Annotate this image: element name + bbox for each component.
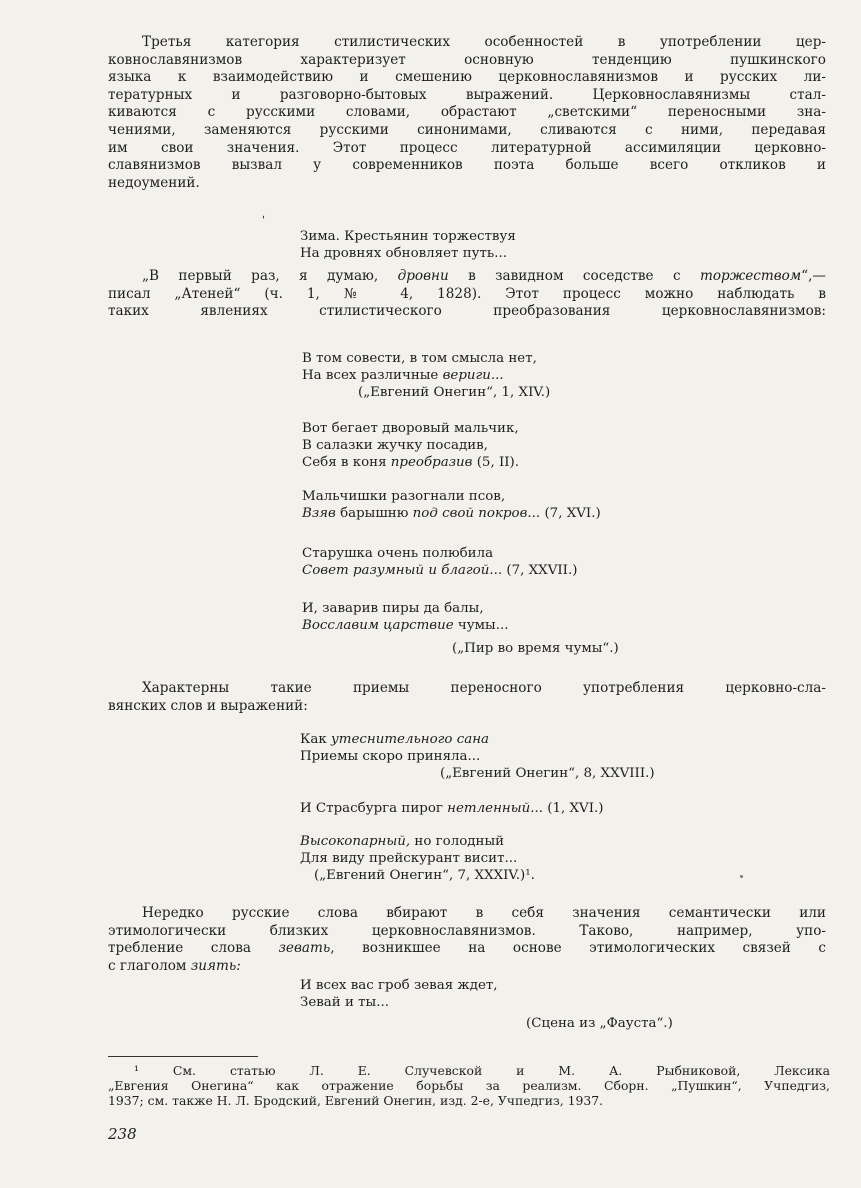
italic-word: зиять: [190,957,241,974]
text-fragment: , возникшее на основе этимологических связей с [330,940,826,957]
quote-boy [302,420,519,472]
quote-source: („Евгений Онегин“, 8, XXVIII.) [440,766,655,782]
verse-line: Мальчишки разогнали псов, [302,489,506,504]
verse-line [302,505,601,522]
quote-strasbourg [300,800,604,817]
text-line: этимологически близких церковнославянизмов. Таково, например, упо- [108,922,826,939]
text-line [108,958,826,976]
verse-line [302,562,577,579]
italic-word: утеснительного сана [330,732,490,747]
text-line: Третья категория стилистических особенностей в употреблении цер- [142,34,826,50]
italic-word: Совет разумный и благой... [302,563,503,579]
verse-line: Приемы скоро приняла... [300,749,481,765]
text-line: недоумений. [108,174,200,191]
text-fragment: требление слова [108,940,279,957]
text-fragment: (7, XXVII.) [502,563,578,579]
quote-san [300,731,655,783]
quote-verigi [302,350,550,402]
quote-source: („Пир во время чумы“.) [452,641,619,657]
quote-boys-dogs [302,488,601,522]
verse-line: Для виду прейскурант висит... [300,851,518,867]
text-line: таких явлениях стилистического преобразования церковнославянизмов: [108,303,826,320]
quote-source: (Сцена из „Фауста“.) [526,1016,673,1032]
text-line: языка к взаимодействию и смешению церковнославянизмов и русских ли- [108,69,826,86]
paragraph-third-category [108,34,826,192]
text-line [108,940,826,958]
text-fragment: (7, XVI.) [540,506,601,522]
verse-line [300,800,604,817]
text-fragment: в завидном соседстве с [448,268,700,284]
paragraph-characteristic [108,680,826,715]
verse-line [302,367,550,384]
italic-word: нетленный... [447,801,544,816]
verse-winter [300,228,516,262]
verse-line: В том совести, в том смысла нет, [302,351,537,366]
italic-word: зевать [278,940,331,957]
page-number: 238 [108,1125,137,1143]
italic-word: дровни [397,268,449,284]
text-fragment: чумы... [453,618,509,634]
italic-word: Высокопарный, [300,834,411,849]
footnote [108,1063,830,1108]
verse-line: Зевай и ты... [300,995,389,1011]
verse-line: И всех вас гроб зевая ждет, [300,978,498,993]
text-fragment: „В первый раз, я думаю, [142,268,398,284]
text-fragment: (1, XVI.) [543,801,604,816]
quote-source: („Евгений Онегин“, 1, XIV.) [358,385,551,401]
italic-word: Восславим царствие [302,618,454,634]
text-fragment: И Страсбурга пирог [300,801,448,816]
footnote-divider [108,1056,258,1057]
quote-plague-feast [302,600,619,658]
paragraph-atenei-quote [108,268,826,321]
text-line: ковнославянизмов характеризует основную тенденцию пушкинского [108,51,826,68]
verse-line [302,454,519,471]
quote-source: („Евгений Онегин“, 7, XXXIV.)¹. [314,868,535,884]
verse-line [300,731,655,748]
quote-old-woman [302,545,577,579]
verse-line: На дровнях обновляет путь... [300,246,507,262]
verse-line: Старушка очень полюбила [302,546,494,561]
verse-line: И, заварив пиры да балы, [302,601,484,616]
text-fragment: барышню [335,506,413,522]
print-speck [740,875,743,878]
text-fragment: “,— [801,268,826,284]
verse-line: В салазки жучку посадив, [302,438,488,454]
italic-word: Взяв [302,506,336,522]
text-fragment: (5, II). [472,455,520,471]
verse-line [302,617,619,634]
italic-word: торжеством [699,268,802,284]
verse-line: Зима. Крестьянин торжествуя [300,229,516,244]
text-fragment: с глаголом [108,957,191,974]
verse-line [300,833,535,850]
text-line: киваются с русскими словами, обрастают „светскими“ переносными зна- [108,104,826,121]
text-line: чениями, заменяются русскими синонимами, сливаются с ними, передавая [108,121,826,138]
verse-line: Вот бегает дворовый мальчик, [302,421,519,436]
paragraph-zevat [108,905,826,975]
text-line: Характерны такие приемы переносного употребления церковно-сла- [142,680,826,696]
text-fragment: На всех различные [302,368,443,384]
text-line: тературных и разговорно-бытовых выражений. Церковнославянизмы стал- [108,86,826,103]
text-fragment: Как [300,732,331,747]
text-line [108,268,826,286]
footnote-line: ¹ См. статью Л. Е. Случевской и М. А. Рыбниковой, Лексика [134,1063,830,1078]
quote-faust [300,977,673,1033]
print-speck: ʹ [262,215,266,228]
footnote-line: „Евгения Онегина“ как отражение борьбы за реализм. Сборн. „Пушкин“, Учпедгиз, [108,1078,830,1093]
text-line: вянских слов и выражений: [108,697,308,714]
footnote-line: 1937; см. также Н. Л. Бродский, Евгений Онегин, изд. 2-е, Учпедгиз, 1937. [108,1093,604,1108]
text-line: Нередко русские слова вбирают в себя значения семантически или [142,905,826,921]
italic-word: преобразив [390,455,473,471]
text-fragment: Себя в коня [302,455,391,471]
italic-word: под свой покров... [412,506,541,522]
text-line: писал „Атеней“ (ч. 1, № 4, 1828). Этот процесс можно наблюдать в [108,285,826,302]
text-line: славянизмов вызвал у современников поэта больше всего откликов и [108,157,826,174]
text-fragment: но голодный [410,834,505,849]
text-line: им свои значения. Этот процесс литературной ассимиляции церковно- [108,139,826,156]
italic-word: вериги... [442,368,504,384]
quote-pompous [300,833,535,885]
